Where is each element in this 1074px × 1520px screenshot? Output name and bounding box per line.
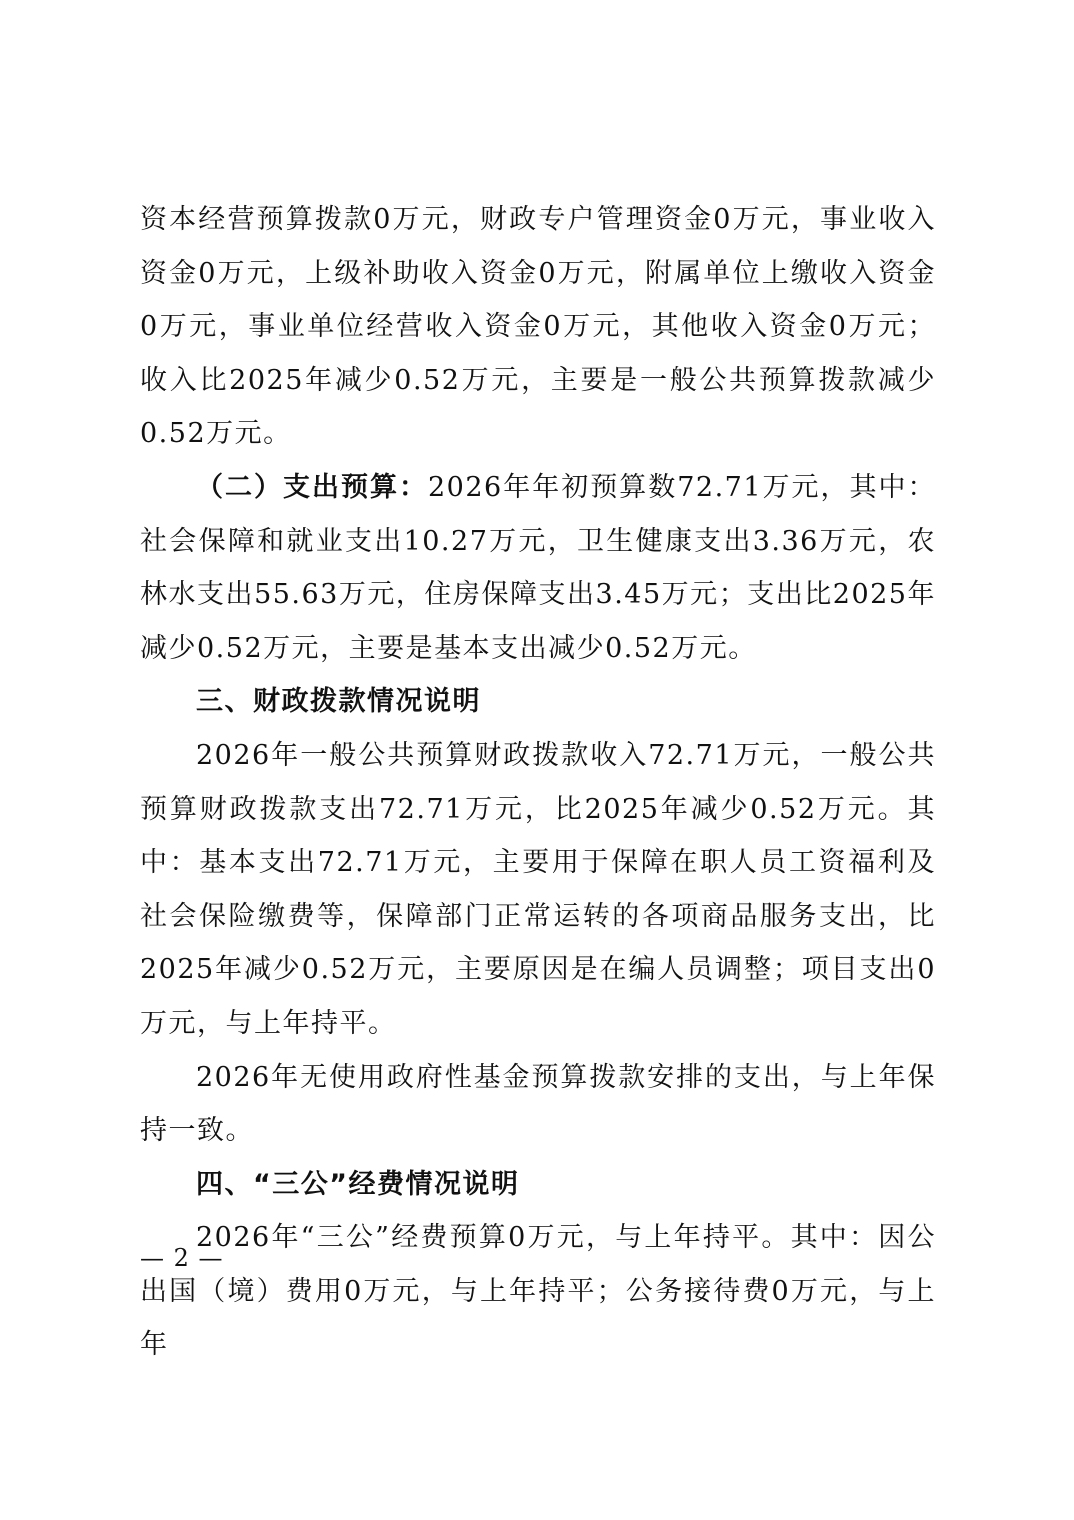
- page-number: — 2 —: [140, 1244, 224, 1272]
- section-heading-fiscal-appropriation: 三、财政拨款情况说明: [196, 686, 481, 718]
- paragraph-expenditure-budget: [140, 461, 936, 675]
- document-body: [140, 193, 936, 1372]
- expenditure-budget-text: 2026年年初预算数72.71万元，其中：社会保障和就业支出10.27万元，卫生健康支出3.36万元，农林水支出55.63万元，住房保障支出3.45万元；支出比2025年减少0.52万元，主要是基本支出减少0.52万元。: [140, 471, 936, 664]
- expenditure-budget-label: （二）支出预算：: [196, 471, 428, 503]
- paragraph-three-public-expenses: 2026年“三公”经费预算0万元，与上年持平。其中：因公出国（境）费用0万元，与上年持平；公务接待费0万元，与上年: [140, 1222, 936, 1361]
- paragraph-fiscal-appropriation: 2026年一般公共预算财政拨款收入72.71万元，一般公共预算财政拨款支出72.71万元，比2025年减少0.52万元。其中：基本支出72.71万元，主要用于保障在职人员工资福利及社会保险缴费等，保障部门正常运转的各项商品服务支出，比2025年减少0.52万元，主要原因是在编人员调整；项目支出0万元，与上年持平。: [140, 739, 936, 1039]
- paragraph-government-fund: 2026年无使用政府性基金预算拨款安排的支出，与上年保持一致。: [140, 1061, 936, 1147]
- section-heading-three-public-expenses: 四、“三公”经费情况说明: [196, 1168, 520, 1200]
- paragraph-income-breakdown: 资本经营预算拨款0万元，财政专户管理资金0万元，事业收入资金0万元，上级补助收入资金0万元，附属单位上缴收入资金0万元，事业单位经营收入资金0万元，其他收入资金0万元；收入比2025年减少0.52万元，主要是一般公共预算拨款减少0.52万元。: [140, 204, 936, 450]
